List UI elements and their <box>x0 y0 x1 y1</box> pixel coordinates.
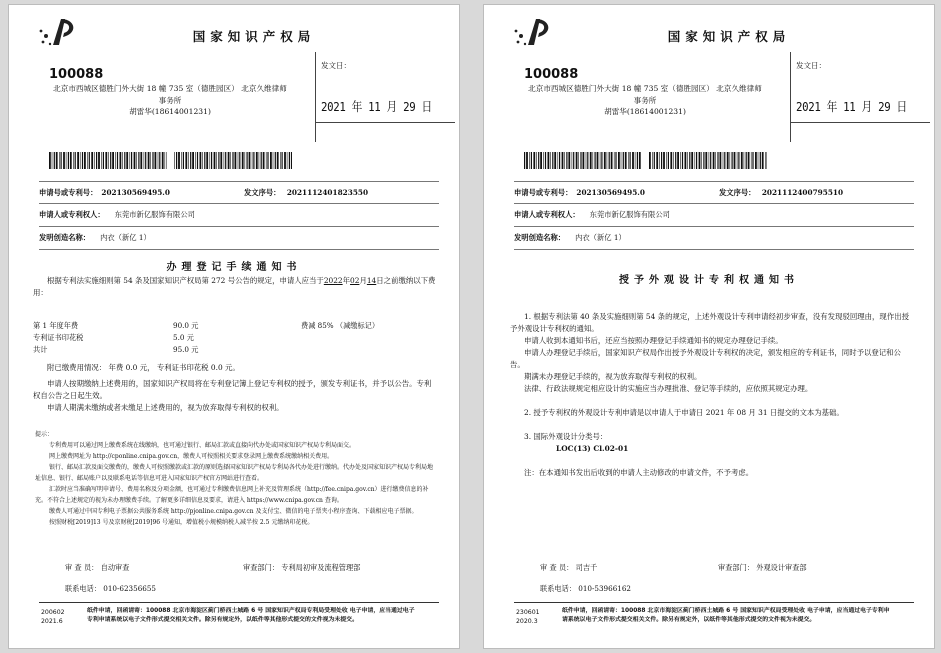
phone-number: 010-53966162 <box>578 584 631 593</box>
item-1-sub: 申请人办理登记手续后，国家知识产权局作出授予外观设计专利权的决定，颁发相应的专利证书，同时予以登记和公告。 <box>510 348 901 369</box>
fee-total-label: 共计 <box>33 345 48 354</box>
barcode <box>524 152 642 169</box>
examiner <box>540 563 597 573</box>
item-1-sub: 法律、行政法规规定相应设计的实施应当办理批准、登记等手续的，应依照其规定办理。 <box>524 384 813 393</box>
examiner-name: 自动审查 <box>100 563 130 572</box>
postcode: 100088 <box>524 67 579 82</box>
notice-title: 办理登记手续通知书 <box>166 262 302 273</box>
address-line: 胡雷华(18614001231) <box>129 107 211 117</box>
form-code <box>41 608 65 626</box>
contact-phone <box>540 584 631 594</box>
info-row <box>514 227 914 250</box>
footer-notice: 纸件申请，回函请寄：100088 北京市海淀区蓟门桥西土城路 6 号 国家知识产权局受理处收 电子申请，应当通过电子专利申请系统以电子文件形式提交相关文件。除另有规定外，以纸件等其他形式提交的文件视为未提交。 <box>562 608 890 623</box>
doc-no: 2021112401823550 <box>286 187 369 197</box>
address-line: 北京市西城区德胜门外大街 18 幢 735 室（德胜园区） 北京久维律师 <box>53 84 287 93</box>
intro-paragraph <box>33 275 437 299</box>
fee-note: 费减 85% （减缴标记） <box>301 321 380 330</box>
paid-status: 附已缴费用情况： 年费 0.0 元， 专利证书印花税 0.0 元。 <box>47 363 240 372</box>
form-code <box>516 608 540 626</box>
divider <box>315 52 316 142</box>
mailing-address <box>29 83 311 118</box>
address-line: 北京市西城区德胜门外大街 18 幢 735 室（德胜园区） 北京久维律师 <box>528 84 762 93</box>
divider <box>790 122 930 123</box>
postcode: 100088 <box>49 67 104 82</box>
notes <box>35 429 435 528</box>
examiner-label: 审 查 员： <box>540 563 574 572</box>
info-row <box>39 181 439 204</box>
examiner <box>65 563 129 573</box>
application-info <box>514 181 914 250</box>
notice-page-registration <box>8 4 460 649</box>
send-date-label: 发文日： <box>796 61 826 70</box>
fee-amount: 90.0 元 <box>173 321 199 330</box>
form-code-number: 230601 <box>516 609 540 616</box>
doc-no-pair <box>719 188 843 198</box>
notes-title: 提示： <box>35 431 54 438</box>
app-no-label: 申请号或专利号： <box>39 187 98 197</box>
item-2: 2. 授予专利权的外观设计专利申请是以申请人于申请日 2021 年 08 月 31 日提交的文本为基础。 <box>524 408 844 417</box>
address-line: 事务所 <box>158 95 182 105</box>
doc-no-label: 发文序号： <box>244 187 281 197</box>
due-day: 14 <box>366 276 377 285</box>
fee-label: 第 1 年度年费 <box>33 321 79 330</box>
divider <box>790 52 791 142</box>
send-date: 2021 年 11 月 29 日 <box>796 99 907 114</box>
phone-number: 010-62356655 <box>103 584 156 593</box>
design-name: 内衣（新亿 1） <box>575 233 626 242</box>
address-block <box>484 52 935 140</box>
examiner-label: 审 查 员： <box>65 563 99 572</box>
application-info <box>39 181 439 250</box>
footnote: 注：在本通知书发出后收到的申请人主动修改的申请文件，不予考虑。 <box>524 468 754 477</box>
item-1-sub: 申请人收到本通知书后，还应当按照办理登记手续通知书的规定办理登记手续。 <box>524 336 783 345</box>
due-day-suffix: 日 <box>376 276 384 285</box>
due-year-suffix: 年 <box>342 276 351 285</box>
app-no-label: 申请号或专利号： <box>514 187 573 197</box>
note-item: 缴费人可通过中国专利电子票据公共服务系统 http://pjonline.cnipa.gov.cn 及支付宝、微信的电子票夹小程序查询、下载相应电子票据。 <box>49 508 418 515</box>
send-date: 2021 年 11 月 29 日 <box>321 99 432 114</box>
due-month: 02 <box>350 276 360 285</box>
note-item: 按照财税[2019]13 号及京财税[2019]96 号通知，增值税小规模纳税人减半按 2.5 元缴纳印花税。 <box>49 519 314 526</box>
design-name-label: 发明创造名称： <box>39 233 91 242</box>
mailing-address <box>504 83 786 118</box>
phone-label: 联系电话： <box>540 584 576 593</box>
design-name-label: 发明创造名称： <box>514 233 566 242</box>
note-item: 银行、邮局汇款及面交缴费的，缴费人可按照缴款或汇款的原则选择国家知识产权局专利局各代办处进行缴纳。代办处及国家知识产权局专利局地址信息、银行、邮局账户以及联系电话等信息可进入国家知识产权官方网站进行查看。 <box>35 464 434 482</box>
address-line: 胡雷华(18614001231) <box>604 107 686 117</box>
department <box>243 563 360 573</box>
applicant: 东莞市新亿服饰有限公司 <box>589 210 670 219</box>
contact-phone <box>65 584 156 594</box>
info-row <box>39 227 439 250</box>
note-item: 汇款时应当准确写明申请号、费用名称及分项金额，也可通过专利缴费信息网上补充及管理系统（http://fee.cnipa.gov.cn）进行缴费信息的补充。不符合上述规定的视为未办理缴费手续。了解更多详细信息及要求，请进入 https://www.cnipa.gov.cn 查询。 <box>35 486 429 504</box>
notice-page-grant <box>483 4 935 649</box>
paragraph: 申请人按期缴纳上述费用的，国家知识产权局将在专利登记簿上登记专利权的授予，颁发专利证书，并予以公告。专利权自公告之日起生效。 <box>33 379 432 400</box>
barcode <box>174 152 292 169</box>
address-line: 事务所 <box>633 95 657 105</box>
note-item: 网上缴费网址为 http://cponline.cnipa.gov.cn，缴费人可按照相关要求登录网上缴费系统缴纳相关费用。 <box>49 453 334 460</box>
office-name: 国家知识产权局 <box>192 29 316 44</box>
applicant: 东莞市新亿服饰有限公司 <box>114 210 195 219</box>
department-name: 专利局初审及流程管理部 <box>281 563 361 572</box>
info-row <box>39 204 439 227</box>
divider <box>315 122 455 123</box>
paragraph: 申请人期满未缴纳或者未缴足上述费用的，视为放弃取得专利权的权利。 <box>47 403 284 412</box>
department-name: 外观设计审查部 <box>756 563 807 572</box>
app-no: 202130569495.0 <box>101 188 170 197</box>
item-1-sub: 期满未办理登记手续的，视为放弃取得专利权的权利。 <box>524 372 702 381</box>
applicant-label: 申请人或专利权人： <box>514 210 580 219</box>
form-code-date: 2020.3 <box>516 618 538 625</box>
doc-no: 2021112400795510 <box>761 187 844 197</box>
fee-total-amount: 95.0 元 <box>173 345 199 354</box>
divider <box>39 602 439 603</box>
department-label: 审查部门： <box>718 563 754 572</box>
department-label: 审查部门： <box>243 563 279 572</box>
form-code-number: 200602 <box>41 609 65 616</box>
barcode <box>49 152 167 169</box>
notice-title: 授予外观设计专利权通知书 <box>619 275 799 286</box>
due-month-suffix: 月 <box>359 276 367 285</box>
address-block <box>9 52 460 140</box>
doc-no-label: 发文序号： <box>719 187 756 197</box>
info-row <box>514 181 914 204</box>
item-1: 1. 根据专利法第 40 条及实施细则第 54 条的规定，上述外观设计专利申请经初步审查，没有发现驳回理由，现作出授予外观设计专利权的通知。 <box>510 312 909 333</box>
fee-amount: 5.0 元 <box>173 333 194 342</box>
office-name: 国家知识产权局 <box>667 29 791 44</box>
applicant-label: 申请人或专利权人： <box>39 210 105 219</box>
phone-label: 联系电话： <box>65 584 101 593</box>
item-3: 3. 国际外观设计分类号： <box>524 432 608 441</box>
classification-code: LOC(13) Cl.02-01 <box>556 444 629 453</box>
footer-notice: 纸件申请，回函请寄：100088 北京市海淀区蓟门桥西土城路 6 号 国家知识产权局专利局受理处收 电子申请，应当通过电子专利申请系统以电子文件形式提交相关文件。除另有规定外，以纸件等其他形式提交的文件视为未提交。 <box>87 608 415 623</box>
intro-text: 之前缴纳以下费用： <box>33 276 436 297</box>
design-name: 内衣（新亿 1） <box>100 233 151 242</box>
due-year: 2022 <box>323 276 343 285</box>
examiner-name: 司吉千 <box>575 563 598 572</box>
intro-text: 根据专利法实施细则第 54 条及国家知识产权局第 272 号公告的规定，申请人应当于 <box>47 276 324 285</box>
send-date-label: 发文日： <box>321 61 351 70</box>
info-row <box>514 204 914 227</box>
divider <box>514 602 914 603</box>
note-item: 专利费用可以通过网上缴费系统在线缴纳，也可通过银行、邮局汇款或直接向代办处或国家知识产权局专利局面交。 <box>49 442 356 449</box>
fee-label: 专利证书印花税 <box>33 333 84 342</box>
barcode <box>649 152 767 169</box>
doc-no-pair <box>244 188 368 198</box>
app-no: 202130569495.0 <box>576 188 645 197</box>
form-code-date: 2021.6 <box>41 618 63 625</box>
department <box>718 563 807 573</box>
